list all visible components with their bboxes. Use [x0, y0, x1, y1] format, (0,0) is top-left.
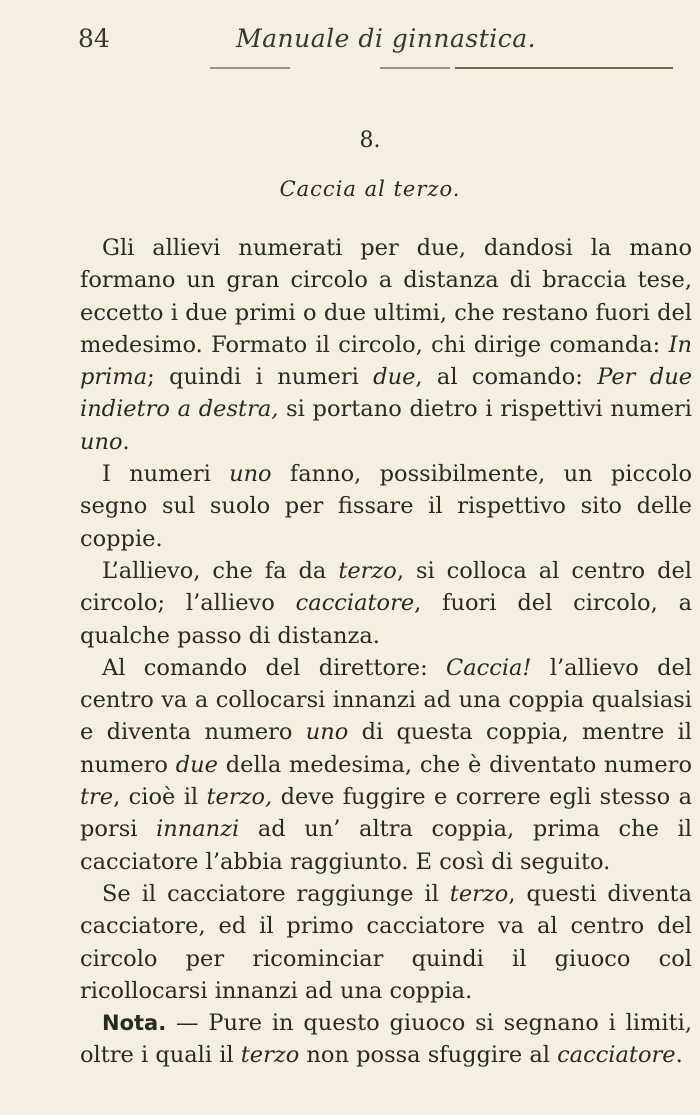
- italic-run: terzo: [240, 1042, 300, 1069]
- italic-run: terzo: [449, 880, 509, 907]
- text-run: — Pure in questo giuoco si segnano i limiti, oltre i quali il: [80, 1010, 692, 1069]
- text-run: non possa sfuggire al: [299, 1042, 558, 1069]
- text-run: deve fuggire e correre egli stesso a porsi: [80, 784, 692, 843]
- text-run: I numeri: [102, 461, 230, 488]
- italic-run: due: [175, 751, 218, 778]
- header-rule: [455, 67, 673, 69]
- paragraph-5: [80, 878, 692, 1007]
- text-run: , fuori del circolo, a qualche passo di distanza.: [80, 590, 692, 649]
- page-number: 84: [78, 24, 110, 53]
- italic-run: terzo,: [206, 784, 273, 811]
- italic-run: terzo: [338, 557, 397, 584]
- text-run: fanno, possibilmente, un piccolo segno sul suolo per fissare il rispettivo sito delle coppie.: [80, 461, 692, 552]
- section-title: Caccia al terzo.: [279, 177, 461, 201]
- text-run: .: [122, 428, 130, 455]
- text-run: , si colloca al centro del circolo; l’allievo: [80, 557, 692, 617]
- section-number: 8.: [359, 128, 381, 153]
- italic-run: uno: [305, 719, 349, 746]
- paragraph-1: [80, 232, 692, 458]
- text-run: Al comando del direttore:: [102, 654, 446, 681]
- text-run: della medesima, che è diventato numero: [217, 751, 692, 778]
- italic-run: uno: [229, 461, 272, 488]
- running-title: Manuale di ginnastica.: [236, 24, 537, 53]
- text-run: l’allievo del centro va a collocarsi innanzi ad una coppia qualsiasi e diventa numero: [80, 654, 692, 746]
- text-run: Gli allievi numerati per due, dandosi la mano formano un gran circolo a distanza di braccia tese, eccetto i due primi o due ultimi, che restano fuori del medesimo. Formato il circolo, chi dirige comanda:: [80, 235, 692, 358]
- text-run: .: [675, 1042, 683, 1069]
- header-rule: [210, 67, 290, 69]
- italic-run: In prima: [80, 331, 692, 391]
- nota-label: Nota.: [102, 1011, 167, 1036]
- header-rule: [380, 67, 450, 69]
- italic-run: cacciatore: [557, 1042, 676, 1069]
- paragraph-2: [80, 458, 692, 555]
- italic-run: Per due indietro a destra,: [80, 364, 693, 423]
- italic-run: cacciatore: [295, 590, 415, 617]
- running-header: [78, 22, 688, 62]
- text-run: , cioè il: [113, 784, 207, 811]
- paragraph-3: [80, 555, 692, 652]
- text-run: L’allievo, che fa da: [102, 557, 339, 584]
- text-run: ; quindi i numeri: [147, 364, 374, 391]
- paragraph-4: [80, 652, 692, 878]
- text-run: , questi diventa cacciatore, ed il primo cacciatore va al centro del circolo per ricominciar quindi il giuoco col ricollocarsi innanzi ad una coppia.: [80, 880, 692, 1004]
- text-run: di questa coppia, mentre il numero: [80, 719, 692, 778]
- italic-run: uno: [80, 428, 123, 455]
- text-run: , al comando:: [415, 364, 598, 391]
- text-run: Se il cacciatore raggiunge il: [102, 880, 450, 907]
- italic-run: tre: [80, 784, 114, 811]
- italic-run: Caccia!: [445, 654, 532, 681]
- italic-run: innanzi: [156, 816, 240, 843]
- italic-run: due: [373, 364, 416, 391]
- paragraph-nota: [80, 1007, 692, 1072]
- body-text: [80, 232, 692, 1072]
- text-run: ad un’ altra coppia, prima che il cacciatore l’abbia raggiunto. E così di seguito.: [80, 816, 692, 875]
- text-run: si portano dietro i rispettivi numeri: [278, 396, 693, 423]
